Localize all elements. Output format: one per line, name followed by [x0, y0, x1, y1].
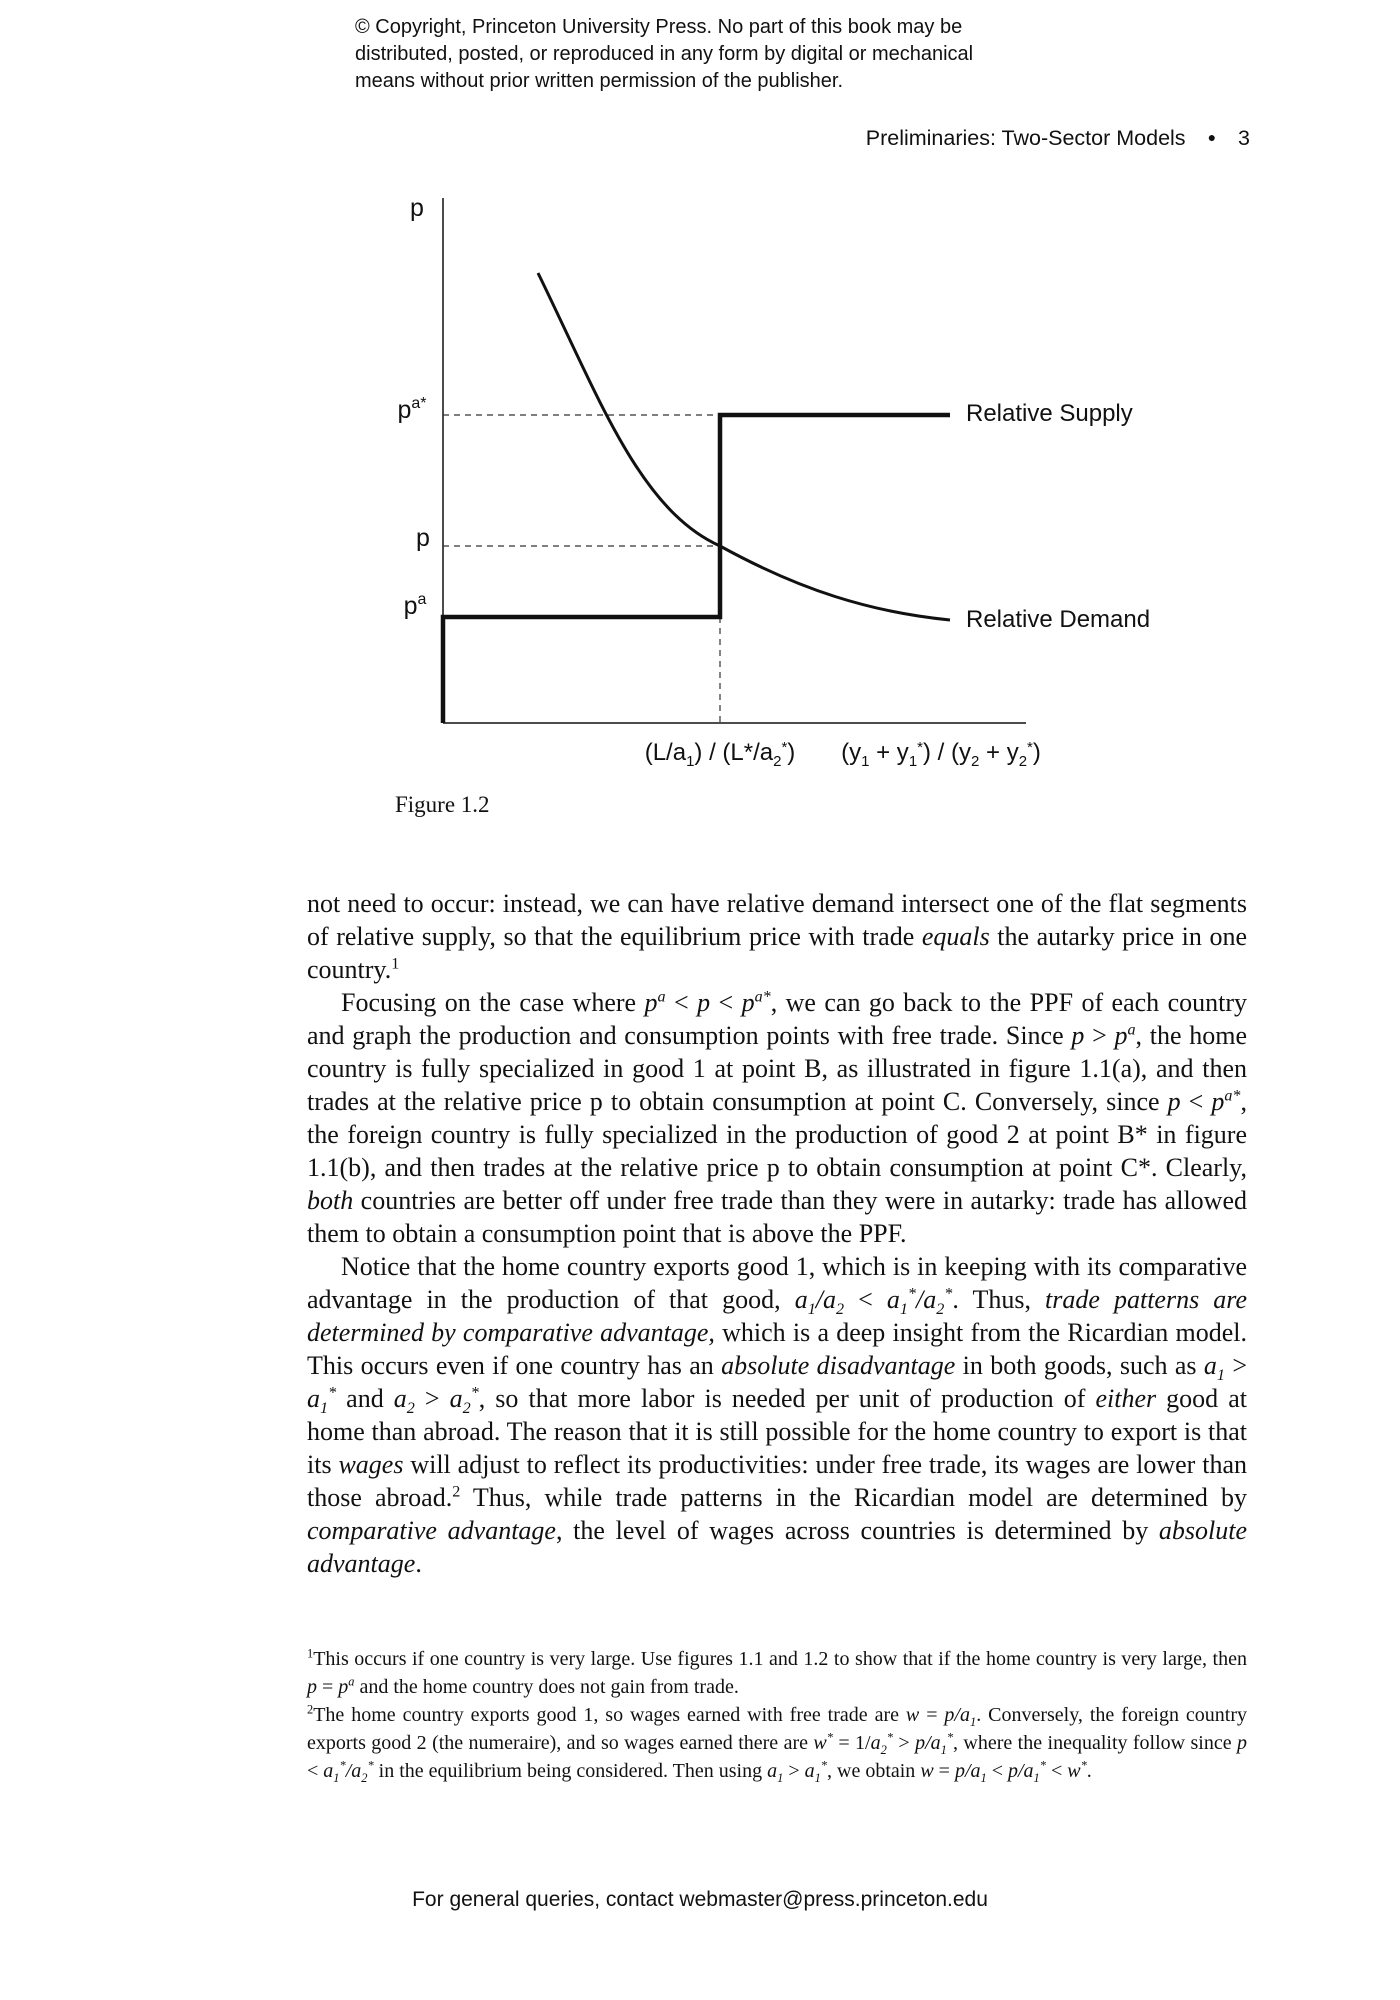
paragraph: not need to occur: instead, we can have relative demand intersect one of the flat segments of relative supply, so that the equilibrium price with trade equals the autarky price in one country.$^1$ [307, 889, 1248, 984]
x-axis-label: $(y_1 + y_1^*) / (y_2 + y_2^*)$ [841, 739, 1041, 770]
relative-supply-line [443, 415, 950, 723]
footnote-1: $^1$This occurs if one country is very large. Use figures 1.1 and 1.2 to show that if the home country is very large, then $p = p^a$ and the home country does not gain from trade. [307, 1646, 1247, 1698]
footnote-2: $^2$The home country exports good 1, so wages earned with free trade are $w = p/a_1$. Conversely, the foreign country exports good 2 (the numeraire), and so wages earned there are $w^* = 1/a_2^* > p/a_1^*$, where the inequality follow since $p < a_1^*/a_2^*$ in the equilibrium being considered. Then using $a_1 > a_1^*$, we obtain $w = p/a_1 < p/a_1^* < w^*$. [307, 1702, 1248, 1785]
y-axis-label: p [410, 194, 424, 222]
series-label-relative-supply: Relative Supply [966, 400, 1133, 427]
series-label-relative-demand: Relative Demand [966, 606, 1151, 633]
body-text [307, 887, 1247, 1580]
tick-label-pa: $p^a$ [403, 591, 427, 620]
copyright-line: distributed, posted, or reproduced in any form by digital or mechanical [355, 43, 974, 65]
footnotes [307, 1645, 1247, 1785]
running-title: Preliminaries: Two-Sector Models [865, 126, 1186, 150]
paragraph: Notice that the home country exports good 1, which is in keeping with its comparative advantage in the production of that good, $a_1/a_2 < a_1^*/a_2^*$. Thus, trade patterns are determined by comparative advantage, which is a deep insight from the Ricardian model. This occurs even if one country has an absolute disadvantage in both goods, such as $a_1 > a_1^*$ and $a_2 > a_2^*$, so that more labor is needed per unit of production of either good at home than abroad. The reason that it is still possible for the home country to export is that its wages will adjust to reflect its productivities: under free trade, its wages are lower than those abroad.$^2$ Thus, while trade patterns in the Ricardian model are determined by comparative advantage, the level of wages across countries is determined by absolute advantage. [307, 1252, 1248, 1578]
paragraph: Focusing on the case where $p^a < p < p^{a*}$, we can go back to the PPF of each country and graph the production and consumption points with free trade. Since $p > p^a$, the home country is fully specialized in good 1 at point B, as illustrated in figure 1.1(a), and then trades at the relative price p to obtain consumption at point C. Conversely, since $p < p^{a*}$, the foreign country is fully specialized in the production of good 2 at point B* in figure 1.1(b), and then trades at the relative price p to obtain consumption at point C*. Clearly, both countries are better off under free trade than they were in autarky: trade has allowed them to obtain a consumption point that is above the PPF. [307, 988, 1247, 1248]
copyright-line: means without prior written permission of the publisher. [355, 70, 844, 92]
tick-label-p: p [416, 524, 430, 552]
footer-contact: For general queries, contact webmaster@press.princeton.edu [412, 1888, 988, 1911]
figure-1-2-chart [0, 0, 1400, 800]
tick-label-pa-star: $p^{a*}$ [397, 395, 427, 424]
copyright-line: © Copyright, Princeton University Press. No part of this book may be [355, 16, 963, 38]
separator-dot-icon: ● [1207, 129, 1217, 145]
x-tick-label-equilibrium: $(L/a_1) / (L*/a_2^*)$ [644, 739, 796, 770]
page-number: 3 [1238, 126, 1250, 150]
relative-demand-curve [538, 273, 950, 620]
figure-caption: Figure 1.2 [395, 792, 490, 817]
